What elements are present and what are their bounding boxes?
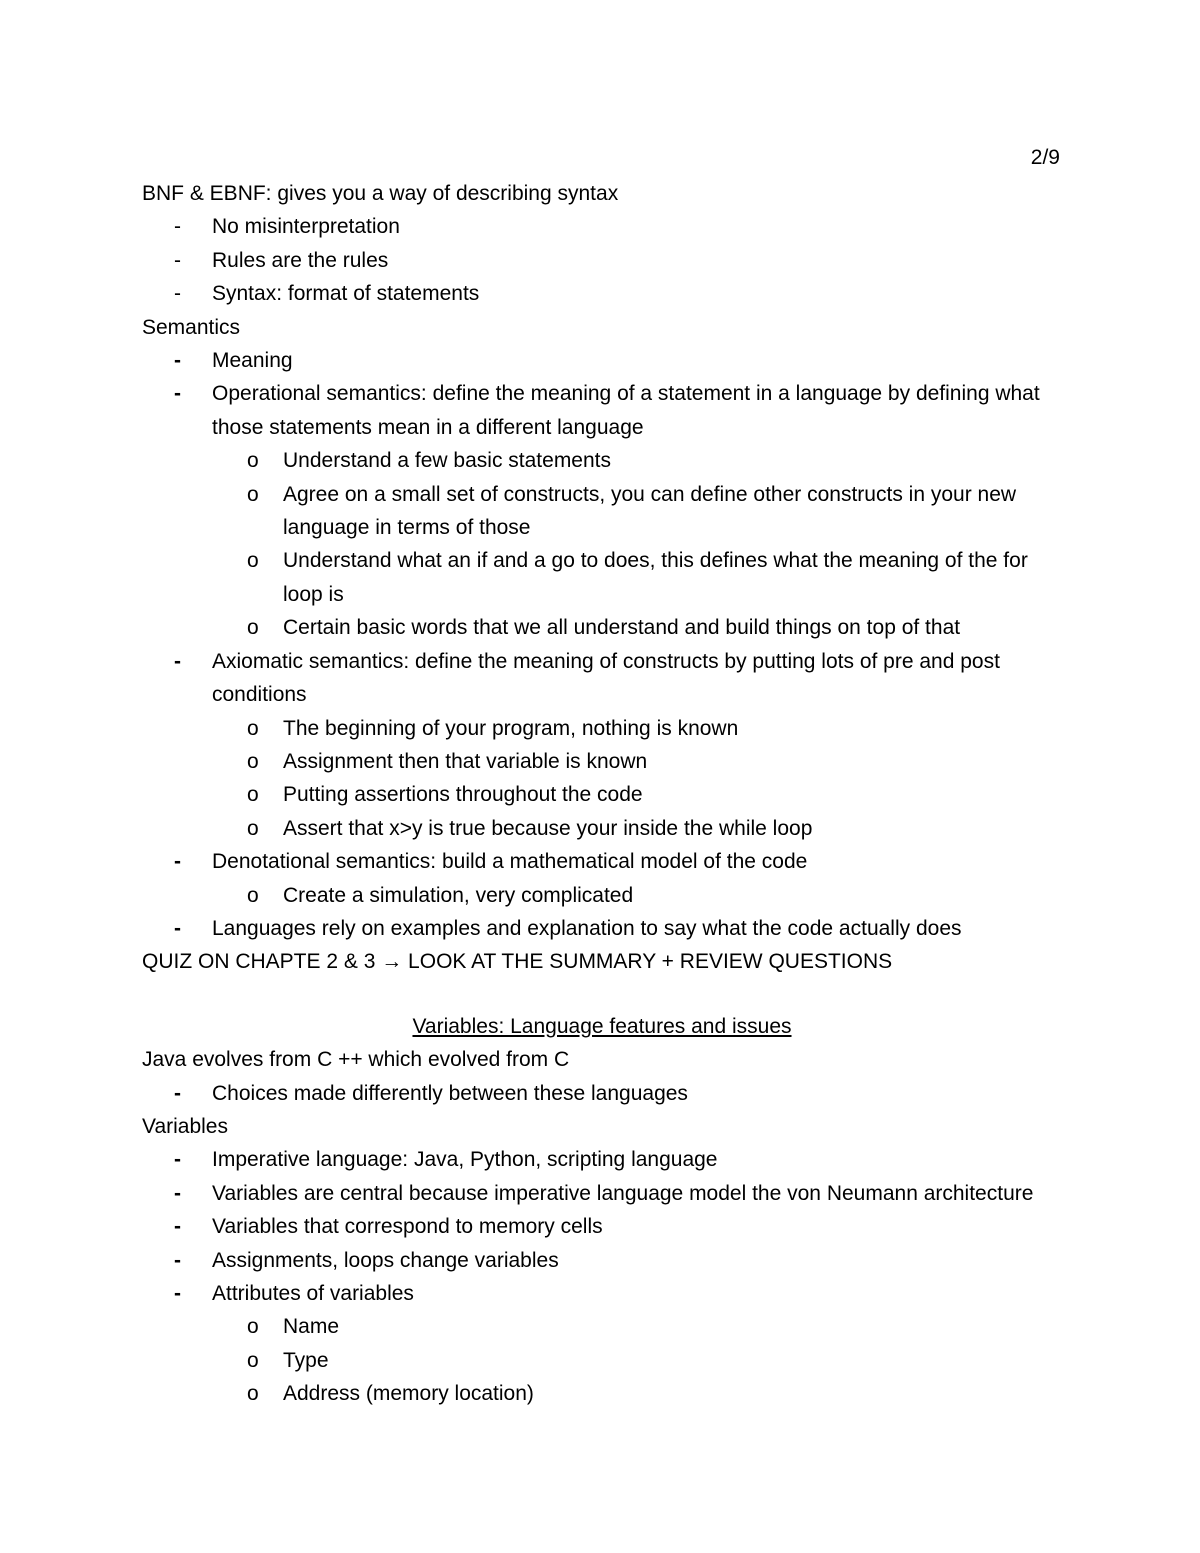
dash-bullet-icon: - [174,916,181,940]
circle-bullet-icon: o [247,616,259,640]
dash-bullet-icon: - [174,248,181,272]
bullet-item [142,344,1062,377]
circle-bullet-icon: o [247,449,259,473]
item-text: Type [283,1348,329,1372]
quiz-text-after: LOOK AT THE SUMMARY + REVIEW QUESTIONS [402,950,893,974]
circle-bullet-icon: o [247,883,259,907]
item-text: Assignments, loops change variables [212,1248,559,1272]
item-text: Assert that x>y is true because your inside the while loop [283,816,813,840]
sub-bullet-item [142,544,1062,611]
circle-bullet-icon: o [247,816,259,840]
sub-bullet-item [142,879,1062,912]
heading-line [142,1110,1062,1143]
sub-bullet-item [142,611,1062,644]
bullet-item [142,1210,1062,1243]
bullet-item [142,1244,1062,1277]
item-text: Name [283,1315,340,1339]
sub-bullet-item [142,712,1062,745]
circle-bullet-icon: o [247,482,259,506]
heading-line [142,177,1062,210]
circle-bullet-icon: o [247,716,259,740]
bullet-item [142,377,1062,444]
sub-bullet-item [142,812,1062,845]
bullet-item [142,277,1062,310]
bullet-item [142,912,1062,945]
notes-list-bnf-semantics [142,177,1062,945]
dash-bullet-icon: - [174,1215,181,1239]
item-text: Languages rely on examples and explanation to say what the code actually does [212,916,962,940]
sub-bullet-item [142,1377,1062,1410]
item-text: Semantics [142,315,241,339]
item-text: Variables that correspond to memory cells [212,1215,603,1239]
dash-bullet-icon: - [174,1282,181,1305]
item-text: Variables are central because imperative language model the von Neumann architecture [212,1181,1034,1205]
item-text: Agree on a small set of constructs, you can define other constructs in your new language in terms of those [283,482,1017,540]
right-arrow-icon: → [381,950,403,974]
bullet-item [142,1177,1062,1210]
quiz-reminder [142,945,1062,978]
item-text: Operational semantics: define the meaning of a statement in a language by defining what those statements mean in a different language [212,382,1040,439]
sub-bullet-item [142,478,1062,545]
heading-line [142,311,1062,344]
sub-bullet-item [142,745,1062,778]
item-text: Assignment then that variable is known [283,749,648,773]
circle-bullet-icon: o [247,549,259,573]
sub-bullet-item [142,444,1062,477]
item-text: Axiomatic semantics: define the meaning of constructs by putting lots of pre and post conditions [212,649,1000,707]
bullet-item [142,1277,1062,1310]
sub-bullet-item [142,778,1062,811]
item-text: The beginning of your program, nothing is known [283,716,739,740]
bullet-item [142,1143,1062,1176]
item-text: No misinterpretation [212,215,400,239]
circle-bullet-icon: o [247,749,259,773]
item-text: Putting assertions throughout the code [283,783,643,807]
item-text: Rules are the rules [212,248,389,272]
paragraph-gap [142,979,1062,1010]
item-text: Certain basic words that we all understand and build things on top of that [283,616,961,640]
dash-bullet-icon: - [174,382,181,406]
item-text: Understand what an if and a go to does, this defines what the meaning of the for loop is [283,549,1028,606]
sub-bullet-item [142,1344,1062,1377]
item-text: Attributes of variables [212,1282,414,1305]
sub-bullet-item [142,1310,1062,1343]
item-text: Address (memory location) [283,1382,534,1406]
dash-bullet-icon: - [174,1081,181,1105]
item-text: Syntax: format of statements [212,282,480,306]
dash-bullet-icon: - [174,850,181,874]
circle-bullet-icon: o [247,783,259,807]
notes-body [142,177,1062,1411]
dash-bullet-icon: - [174,215,181,239]
quiz-text-before: QUIZ ON CHAPTE 2 & 3 [142,950,382,974]
dash-bullet-icon: - [174,282,181,306]
item-text: Create a simulation, very complicated [283,883,634,907]
item-text: BNF & EBNF: gives you a way of describing syntax [142,182,619,205]
item-text: Imperative language: Java, Python, scripting language [212,1148,718,1172]
item-text: Denotational semantics: build a mathematical model of the code [212,850,808,874]
circle-bullet-icon: o [247,1315,259,1339]
heading-line [142,1043,1062,1076]
section-title: Variables: Language features and issues [412,1014,792,1038]
item-text: Java evolves from C ++ which evolved from C [142,1048,570,1072]
item-text: Variables [142,1114,228,1138]
dash-bullet-icon: - [174,1248,181,1272]
notes-list-variables [142,1043,1062,1410]
bullet-item [142,645,1062,712]
dash-bullet-icon: - [174,349,181,373]
item-text: Meaning [212,349,293,373]
page-date: 2/9 [1030,146,1060,169]
dash-bullet-icon: - [174,1181,181,1205]
circle-bullet-icon: o [247,1348,259,1372]
bullet-item [142,244,1062,277]
dash-bullet-icon: - [174,649,181,673]
bullet-item [142,1077,1062,1110]
dash-bullet-icon: - [174,1148,181,1172]
bullet-item [142,845,1062,878]
item-text: Understand a few basic statements [283,449,612,473]
item-text: Choices made differently between these languages [212,1081,688,1105]
bullet-item [142,210,1062,243]
circle-bullet-icon: o [247,1382,259,1406]
